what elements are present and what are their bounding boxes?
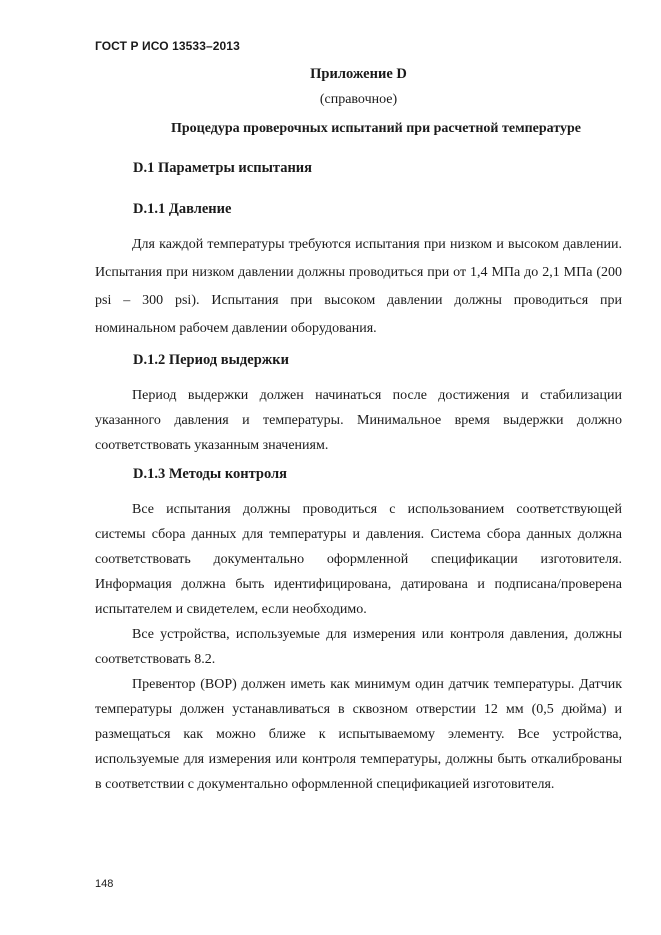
section-d12-paragraph bbox=[95, 383, 622, 458]
appendix-title: Приложение D bbox=[310, 66, 407, 82]
section-d11-title: D.1.1 Давление bbox=[133, 201, 232, 217]
section-d11-text: Для каждой температуры требуются испытания при низком и высоком давлении. Испытания при низком давлении должны проводиться при от 1,4 МПа до 2,1 МПа (200 psi – 300 psi). Испытания при высоком давлении должны проводиться при номинальном рабочем давлении оборудования. bbox=[95, 237, 622, 336]
standard-header: ГОСТ Р ИСО 13533–2013 bbox=[95, 39, 240, 53]
page-number: 148 bbox=[95, 878, 114, 890]
section-d1-title: D.1 Параметры испытания bbox=[133, 160, 313, 176]
appendix-subtitle: (справочное) bbox=[319, 92, 398, 107]
section-d13-text-1: Все испытания должны проводиться с использованием соответствующей системы сбора данных для температуры и давления. Система сбора данных должна соответствовать документально оформленной спецификации изготовителя. Информация должна быть идентифицирована, датирована и подписана/проверена испытателем и свидетелем, если необходимо. bbox=[95, 502, 622, 617]
section-d13-paragraph-2 bbox=[95, 622, 622, 672]
section-d12-title: D.1.2 Период выдержки bbox=[133, 352, 289, 368]
section-d11-paragraph bbox=[95, 231, 622, 343]
section-d13-title: D.1.3 Методы контроля bbox=[133, 466, 287, 482]
section-d13-paragraph-1 bbox=[95, 497, 622, 622]
section-d12-text: Период выдержки должен начинаться после достижения и стабилизации указанного давления и температуры. Минимальное время выдержки должно соответствовать указанным значениям. bbox=[95, 388, 622, 453]
section-d13-text-3: Превентор (ВОР) должен иметь как минимум один датчик температуры. Датчик температуры должен устанавливаться в сквозном отверстии 12 мм (0,5 дюйма) и размещаться как можно ближе к испытываемому элементу. Все устройства, используемые для измерения или контроля температуры, должны быть откалиброваны в соответствии с документально оформленной спецификацией изготовителя. bbox=[95, 677, 622, 792]
section-d13-text-2: Все устройства, используемые для измерения или контроля давления, должны соответствовать 8.2. bbox=[95, 627, 622, 667]
section-d13-paragraph-3 bbox=[95, 672, 622, 797]
appendix-heading: Процедура проверочных испытаний при расчетной температуре bbox=[170, 121, 582, 136]
